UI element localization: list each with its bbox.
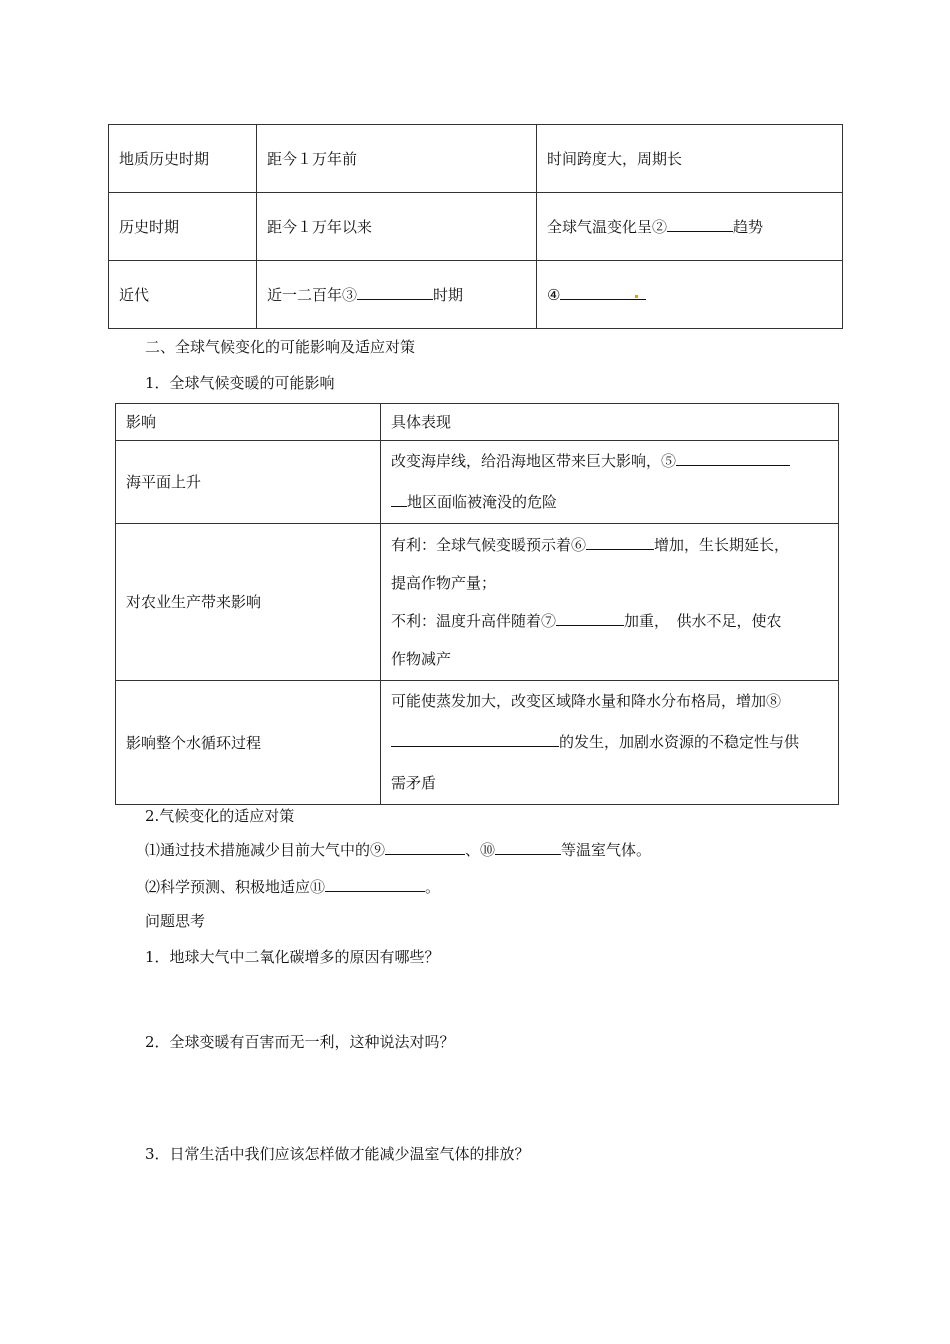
table-header-cell: 影响 — [116, 404, 381, 441]
mark-dot — [635, 295, 638, 298]
fill-blank — [667, 217, 733, 232]
cell-text: 不利：温度升高伴随着⑦ — [391, 612, 557, 630]
sub-heading: 2.气候变化的适应对策 — [145, 807, 295, 825]
cell-line — [391, 482, 828, 523]
cell-text: ④ — [547, 286, 561, 304]
measure-text: ⑴通过技术措施减少目前大气中的⑨ — [145, 841, 386, 859]
cell-line: 需矛盾 — [391, 774, 437, 792]
measure-text: 。 — [425, 878, 441, 896]
sub-heading: 1．全球气候变暖的可能影响 — [145, 374, 335, 392]
measure-item — [145, 839, 651, 860]
cell-text: 趋势 — [733, 218, 764, 236]
questions-heading: 问题思考 — [145, 912, 206, 930]
table-cell — [381, 524, 839, 681]
table-row — [109, 261, 843, 329]
table-cell — [257, 261, 537, 329]
fill-blank — [495, 840, 561, 855]
cell-line — [391, 526, 828, 564]
fill-blank — [676, 451, 790, 466]
table-cell: 对农业生产带来影响 — [116, 524, 381, 681]
cell-text: 地区面临被淹没的危险 — [407, 493, 558, 511]
table-cell: 历史时期 — [109, 193, 257, 261]
measure-text: 、⑩ — [465, 841, 496, 859]
table-row — [116, 441, 839, 524]
cell-text: 有利：全球气候变暖预示着⑥ — [391, 536, 587, 554]
cell-line — [391, 602, 828, 640]
table-header-row — [116, 404, 839, 441]
table-cell: 海平面上升 — [116, 441, 381, 524]
cell-text: 全球气温变化呈② — [547, 218, 668, 236]
impact-table — [115, 403, 839, 805]
cell-text: 增加，生长期延长， — [654, 536, 790, 554]
table-cell: 时间跨度大，周期长 — [537, 125, 843, 193]
table-cell — [537, 193, 843, 261]
question-item: 3．日常生活中我们应该怎样做才能减少温室气体的排放？ — [145, 1145, 530, 1163]
table-row — [109, 125, 843, 193]
table-cell — [381, 441, 839, 524]
table-cell: 距今１万年前 — [257, 125, 537, 193]
table-row — [109, 193, 843, 261]
fill-blank — [385, 840, 465, 855]
measure-text: ⑵科学预测、积极地适应⑪ — [145, 878, 326, 896]
table-cell: 近代 — [109, 261, 257, 329]
measure-item — [145, 876, 440, 897]
section-heading: 二、全球气候变化的可能影响及适应对策 — [145, 338, 416, 356]
fill-blank — [391, 492, 407, 507]
cell-text: 加重， 供水不足，使农 — [624, 612, 782, 630]
climate-period-table — [108, 124, 843, 329]
cell-text: 改变海岸线，给沿海地区带来巨大影响，⑤ — [391, 452, 677, 470]
cell-line: 可能使蒸发加大，改变区域降水量和降水分布格局，增加⑧ — [391, 692, 782, 710]
measure-text: 等温室气体。 — [561, 841, 652, 859]
fill-blank — [586, 535, 654, 550]
table-cell: 距今１万年以来 — [257, 193, 537, 261]
cell-text: 近一二百年③ — [267, 286, 358, 304]
question-item: 2．全球变暖有百害而无一利，这种说法对吗？ — [145, 1033, 455, 1051]
fill-blank — [357, 285, 433, 300]
table-header-cell: 具体表现 — [381, 404, 839, 441]
table-cell — [381, 681, 839, 805]
cell-line — [391, 722, 828, 763]
fill-blank — [560, 285, 646, 300]
cell-line — [391, 441, 828, 482]
fill-blank — [556, 611, 624, 626]
table-row — [116, 524, 839, 681]
table-cell — [537, 261, 843, 329]
fill-blank — [391, 732, 559, 747]
cell-text: 的发生，加剧水资源的不稳定性与供 — [559, 733, 800, 751]
cell-text: 时期 — [433, 286, 464, 304]
table-cell: 地质历史时期 — [109, 125, 257, 193]
table-row — [116, 681, 839, 805]
table-cell: 影响整个水循环过程 — [116, 681, 381, 805]
cell-line: 提高作物产量； — [391, 574, 497, 592]
fill-blank — [325, 877, 425, 892]
cell-line: 作物减产 — [391, 650, 452, 668]
question-item: 1．地球大气中二氧化碳增多的原因有哪些？ — [145, 948, 440, 966]
